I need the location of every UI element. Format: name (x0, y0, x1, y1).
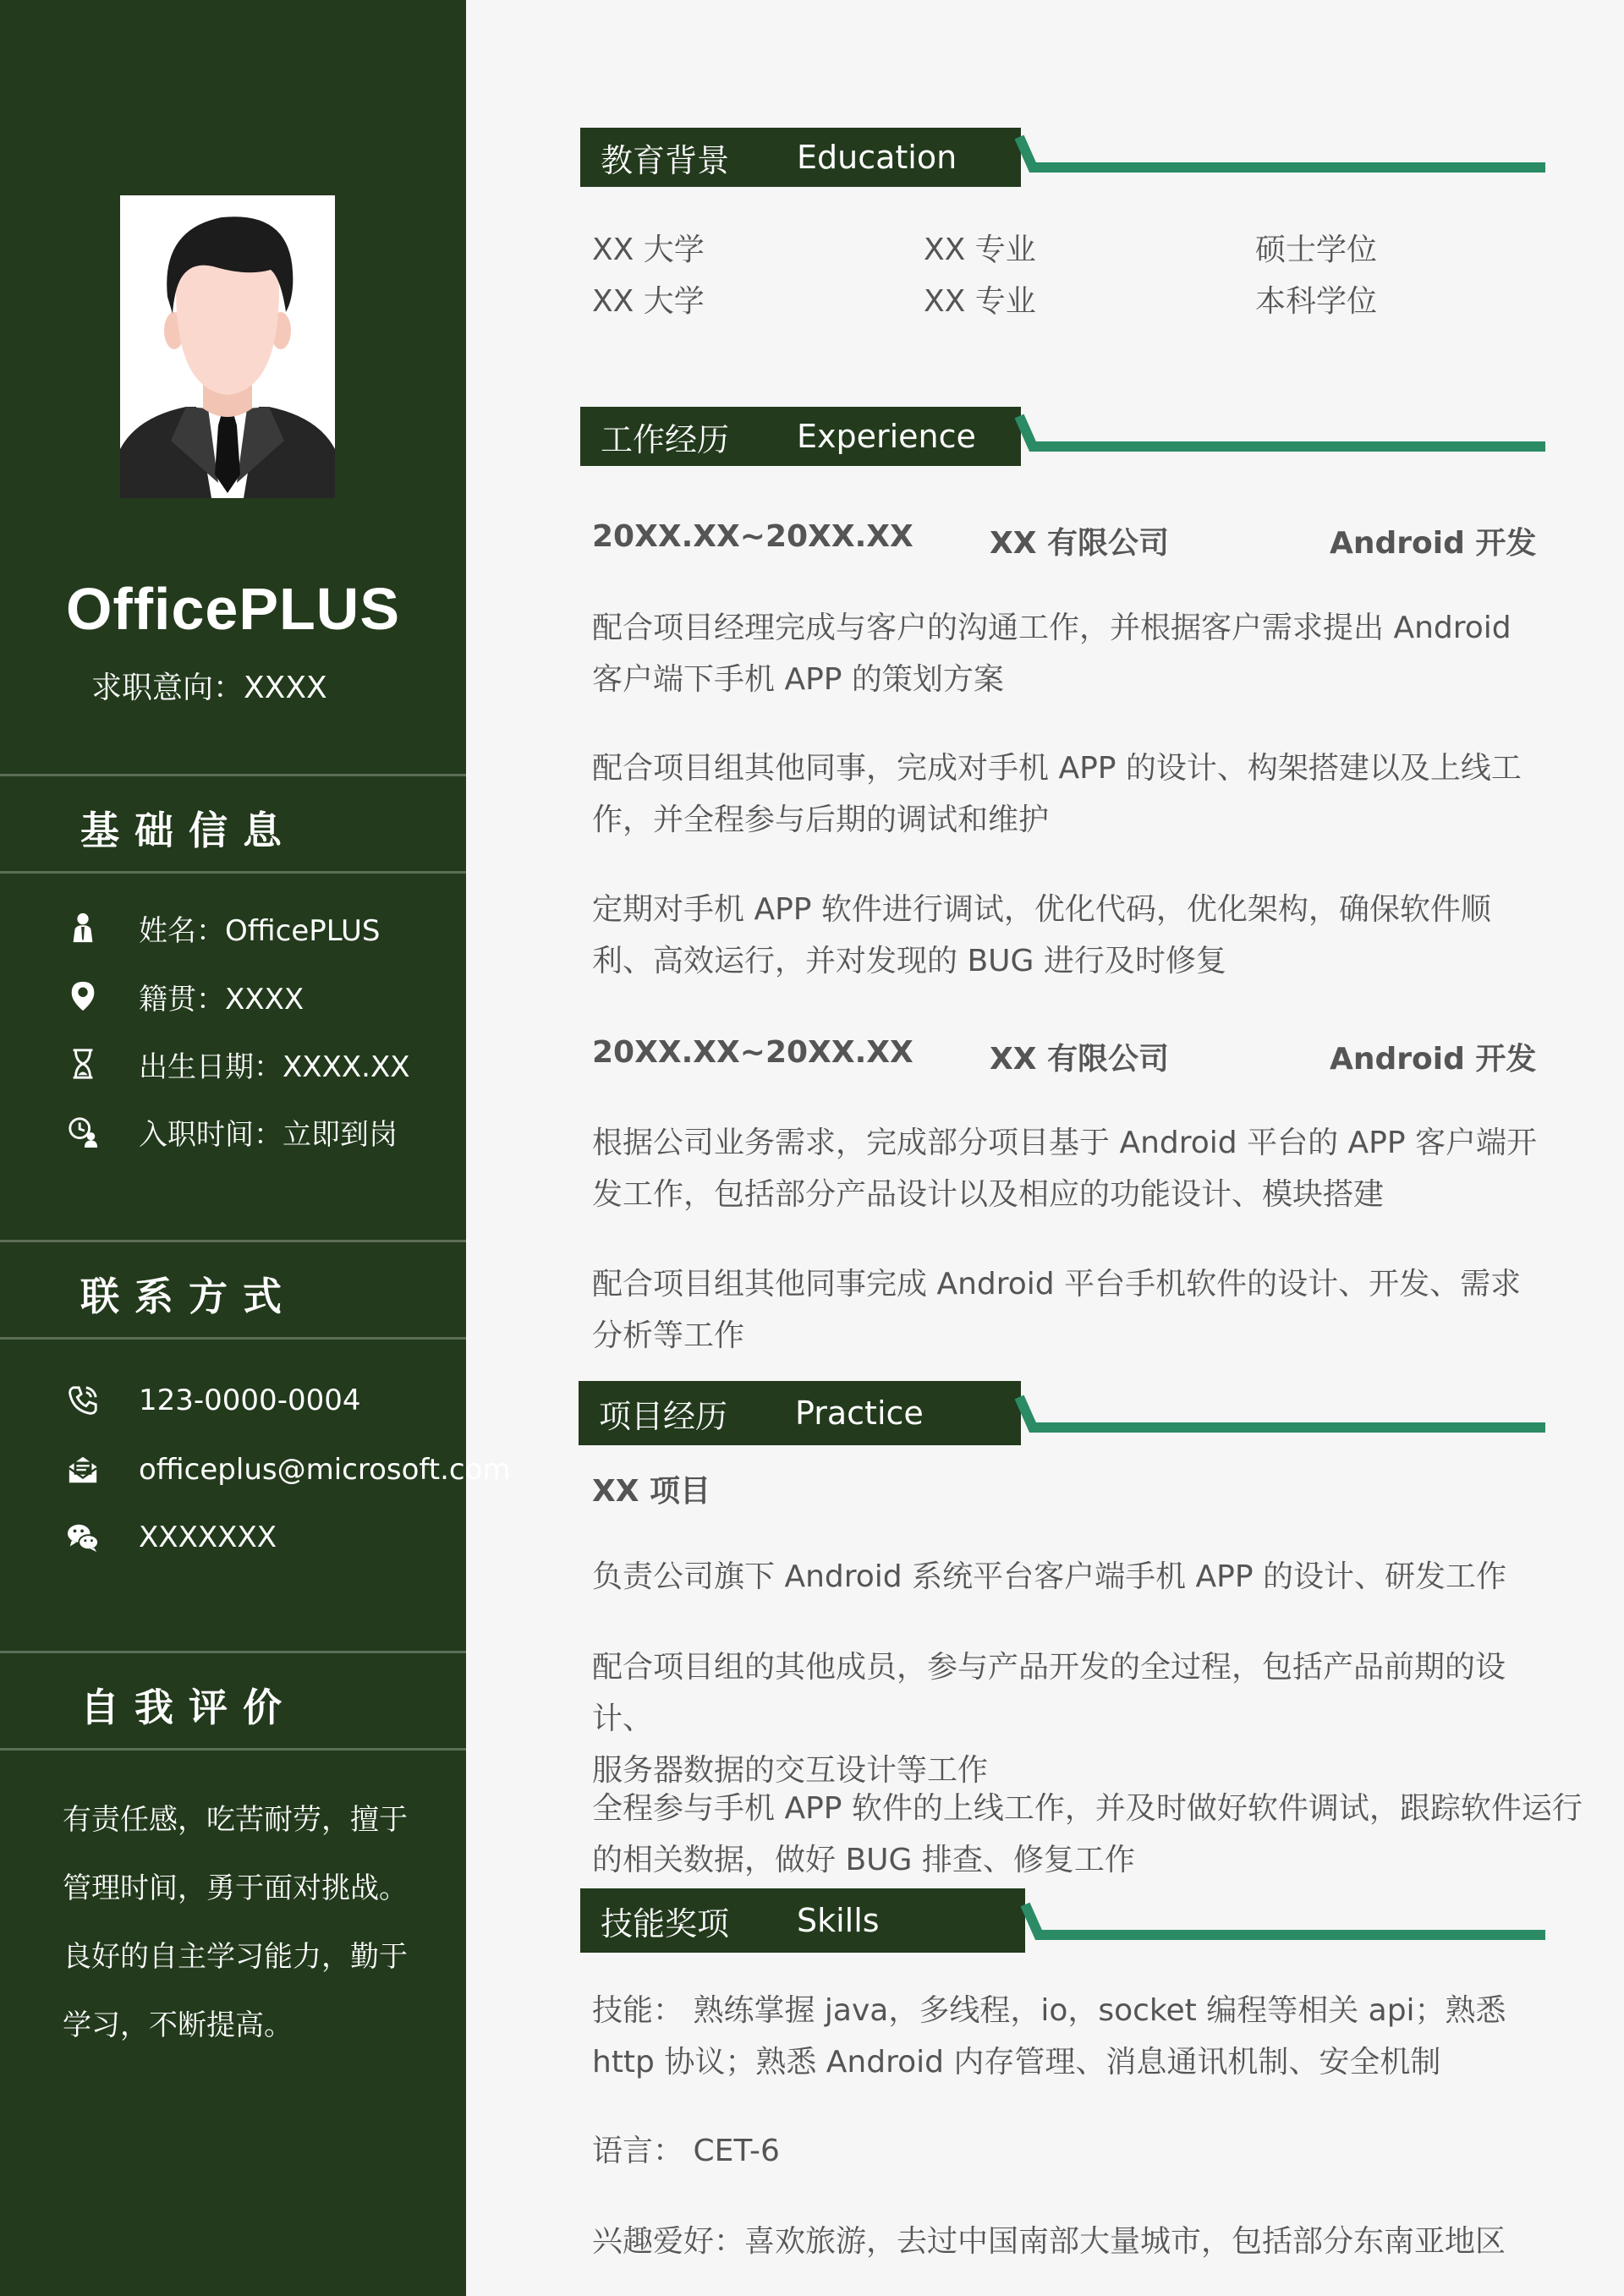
skills-paragraph (592, 1985, 1565, 2088)
paragraph-line: 定期对手机 APP 软件进行调试，优化代码，优化架构，确保软件顺 (592, 892, 1491, 927)
avatar-illustration (120, 195, 335, 498)
practice-header (579, 1381, 1021, 1445)
paragraph-line: 的相关数据，做好 BUG 排查、修复工作 (592, 1843, 1135, 1877)
paragraph-line: 全程参与手机 APP 软件的上线工作，并及时做好软件调试，跟踪软件运行 (592, 1791, 1583, 1826)
info-row-name (66, 907, 380, 949)
job-intent: 求职意向：XXXX (91, 671, 327, 705)
experience-header (580, 407, 1021, 466)
edu-major-2: XX 专业 (924, 284, 1036, 319)
profile-photo (120, 195, 335, 498)
edu-degree-1: 硕士学位 (1255, 233, 1378, 267)
self-eval-line: 有责任感，吃苦耐劳，擅于 (63, 1803, 408, 1837)
hourglass-icon (66, 1045, 100, 1082)
contact-phone-text: 123-0000-0004 (139, 1384, 361, 1417)
practice-title-en: Practice (795, 1395, 924, 1432)
contact-row-wechat (66, 1516, 277, 1559)
job-1-paragraph-3 (592, 884, 1565, 987)
paragraph-line: 根据公司业务需求，完成部分项目基于 Android 平台的 APP 客户端开 (592, 1126, 1538, 1160)
info-start-time-text: 入职时间：立即到岗 (139, 1117, 398, 1152)
edu-school-2: XX 大学 (592, 284, 705, 319)
skills-accent-line (1025, 1904, 1545, 1938)
info-row-birthdate (66, 1043, 410, 1085)
paragraph-line: 语言： CET-6 (592, 2134, 780, 2168)
language-paragraph (592, 2125, 1565, 2177)
edu-degree-2: 本科学位 (1255, 284, 1378, 319)
edu-major-1: XX 专业 (924, 233, 1036, 267)
mail-icon (66, 1451, 100, 1488)
skills-header (580, 1888, 1025, 1953)
paragraph-line: http 协议；熟悉 Android 内存管理、消息通讯机制、安全机制 (592, 2045, 1441, 2080)
practice-paragraph-2 (592, 1641, 1565, 1796)
self-eval-header (0, 1651, 466, 1751)
contact-row-email (66, 1449, 511, 1491)
job-2-paragraph-1 (592, 1117, 1565, 1220)
paragraph-line: 服务器数据的交互设计等工作 (592, 1753, 989, 1788)
practice-title-cn: 项目经历 (599, 1397, 728, 1435)
paragraph-line: 利、高效运行，并对发现的 BUG 进行及时修复 (592, 944, 1226, 978)
paragraph-line: 配合项目组的其他成员，参与产品开发的全过程，包括产品前期的设计、 (592, 1650, 1506, 1736)
self-eval-line: 良好的自主学习能力，勤于 (63, 1940, 408, 1974)
education-accent-line (1019, 137, 1545, 171)
job-1-role: Android 开发 (1330, 526, 1537, 561)
skills-title-en: Skills (797, 1902, 880, 1939)
paragraph-line: 分析等工作 (592, 1318, 745, 1353)
paragraph-line: 配合项目组其他同事完成 Android 平台手机软件的设计、开发、需求 (592, 1267, 1522, 1301)
wechat-icon (66, 1519, 100, 1556)
practice-paragraph-3 (592, 1783, 1599, 1886)
education-header (580, 128, 1021, 187)
experience-title-cn: 工作经历 (601, 420, 730, 458)
contact-header (0, 1240, 466, 1340)
self-eval-line: 管理时间，勇于面对挑战。 (63, 1871, 408, 1905)
job-2-role: Android 开发 (1330, 1042, 1537, 1077)
info-name-text: 姓名：OfficePLUS (139, 913, 381, 948)
project-name: XX 项目 (592, 1474, 711, 1509)
basic-info-title: 基础信息 (80, 808, 297, 853)
practice-accent-line (1019, 1397, 1545, 1431)
sidebar (0, 0, 511, 2296)
paragraph-line: 客户端下手机 APP 的策划方案 (592, 662, 1004, 697)
applicant-name: OfficePLUS (65, 576, 401, 642)
paragraph-line: 负责公司旗下 Android 系统平台客户端手机 APP 的设计、研发工作 (592, 1559, 1507, 1594)
self-eval-line: 学习，不断提高。 (63, 2008, 293, 2042)
paragraph-line: 技能： 熟练掌握 java，多线程，io，socket 编程等相关 api；熟悉 (592, 1993, 1506, 2028)
info-hometown-text: 籍贯：XXXX (139, 982, 304, 1016)
experience-accent-line (1019, 416, 1545, 450)
job-1-paragraph-1 (592, 602, 1565, 705)
self-eval-title: 自我评价 (80, 1685, 297, 1730)
self-eval-text (63, 1786, 435, 2060)
contact-row-phone (66, 1379, 361, 1422)
job-1-period: 20XX.XX~20XX.XX (592, 519, 914, 554)
location-pin-icon (66, 978, 100, 1015)
contact-title: 联系方式 (80, 1274, 297, 1319)
person-icon (66, 909, 100, 946)
skills-title-cn: 技能奖项 (601, 1904, 730, 1943)
contact-email-text: officeplus@microsoft.com (139, 1453, 511, 1487)
job-2-company: XX 有限公司 (990, 1042, 1170, 1077)
info-row-start-time (66, 1110, 398, 1153)
paragraph-line: 作，并全程参与后期的调试和维护 (592, 803, 1050, 837)
paragraph-line: 兴趣爱好：喜欢旅游，去过中国南部大量城市，包括部分东南亚地区 (592, 2224, 1506, 2259)
job-1-company: XX 有限公司 (990, 526, 1170, 561)
job-2-period: 20XX.XX~20XX.XX (592, 1035, 914, 1070)
paragraph-line: 发工作，包括部分产品设计以及相应的功能设计、模块搭建 (592, 1177, 1385, 1212)
experience-title-en: Experience (797, 418, 976, 455)
contact-wechat-text: XXXXXXX (139, 1521, 277, 1554)
practice-paragraph-1 (592, 1551, 1565, 1603)
info-row-hometown (66, 975, 304, 1017)
education-title-cn: 教育背景 (601, 141, 730, 179)
info-birthdate-text: 出生日期：XXXX.XX (139, 1049, 410, 1084)
hobby-paragraph (592, 2216, 1565, 2267)
phone-icon (66, 1382, 100, 1419)
paragraph-line: 配合项目经理完成与客户的沟通工作，并根据客户需求提出 Android (592, 611, 1512, 645)
job-1-paragraph-2 (592, 743, 1565, 846)
education-title-en: Education (797, 139, 957, 176)
clock-person-icon (66, 1113, 100, 1150)
job-2-paragraph-2 (592, 1258, 1565, 1362)
basic-info-header (0, 774, 466, 874)
paragraph-line: 配合项目组其他同事，完成对手机 APP 的设计、构架搭建以及上线工 (592, 751, 1522, 786)
edu-school-1: XX 大学 (592, 233, 705, 267)
